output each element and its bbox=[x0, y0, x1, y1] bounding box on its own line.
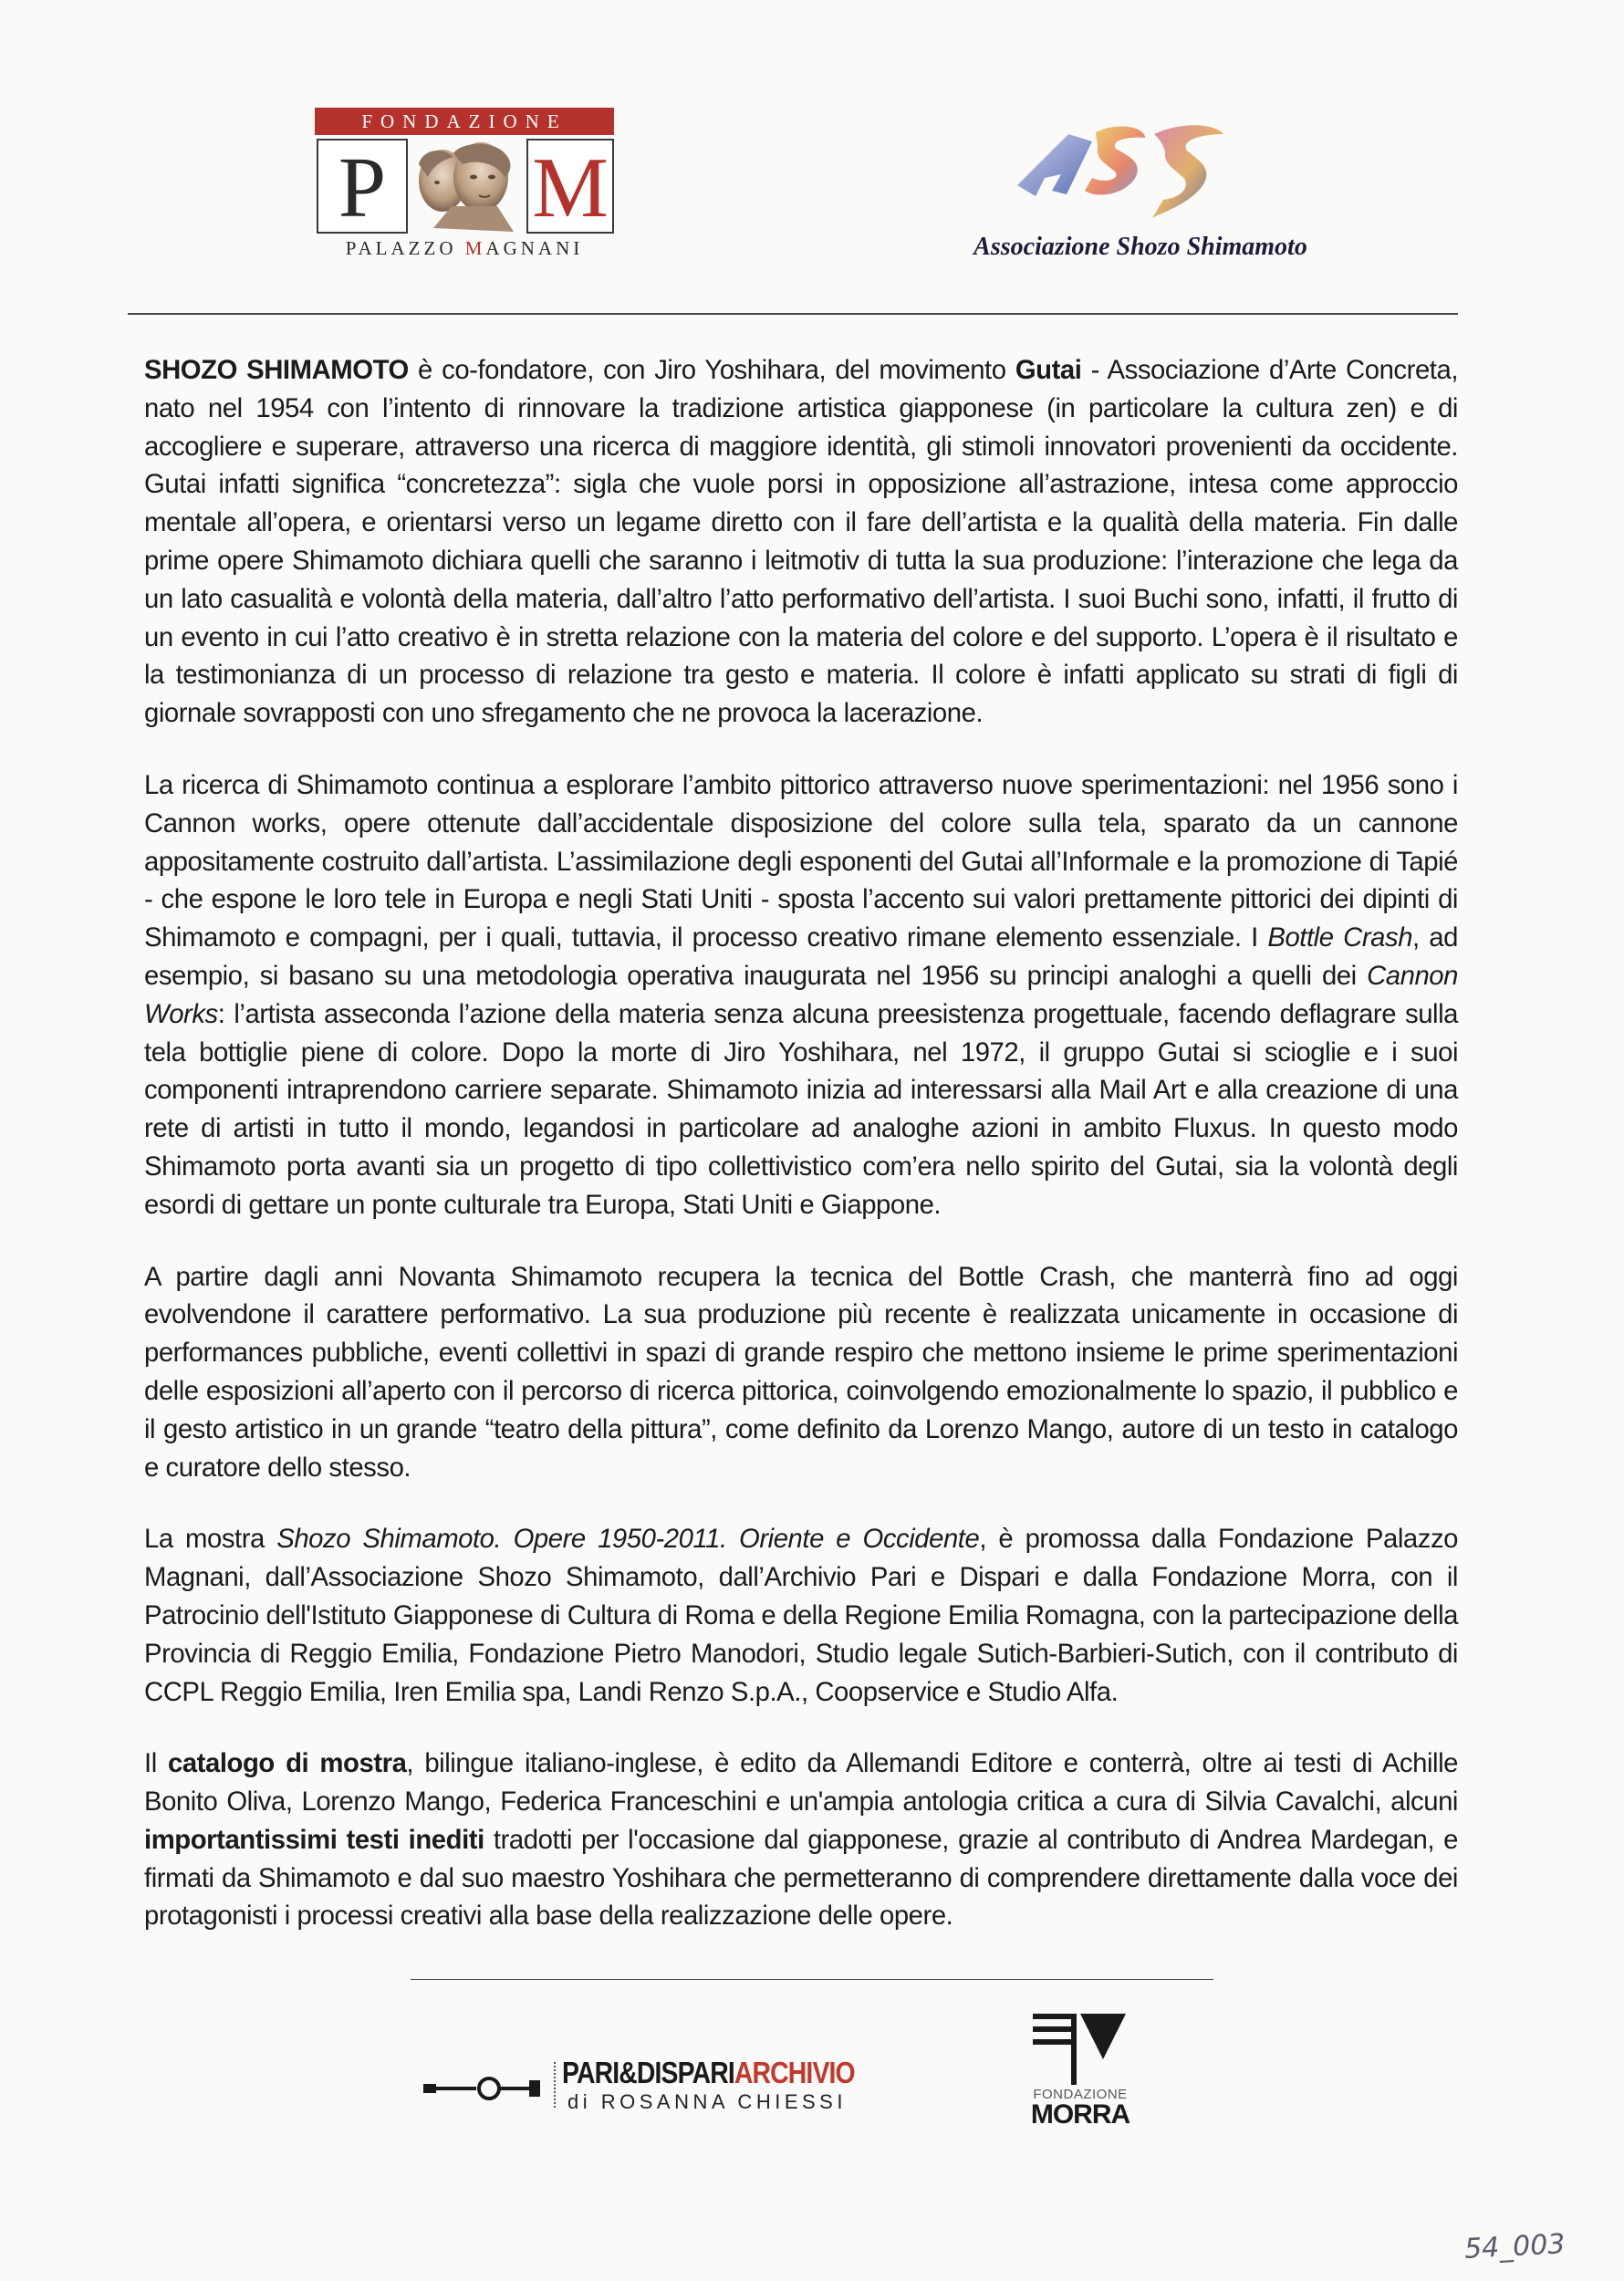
pm-logo-bottom-text bbox=[315, 237, 614, 260]
bottom-divider bbox=[411, 1979, 1213, 1980]
paragraph-4 bbox=[144, 1520, 1458, 1711]
artist-name-bold: SHOZO SHIMAMOTO bbox=[144, 355, 409, 385]
pd-logo-separator bbox=[554, 2062, 556, 2108]
pm-bottom-pre: PALAZZO bbox=[345, 237, 465, 259]
p5-text-1: Il bbox=[144, 1748, 168, 1779]
p2-text-2: , ad esempio, si basano su una metodologia operativa inaugurata nel 1956 su principi analoghi a quelli dei bbox=[144, 922, 1458, 991]
associazione-shozo-shimamoto-logo bbox=[912, 114, 1369, 269]
pd-title-red: ARCHIVIO bbox=[734, 2056, 855, 2089]
p2-text-3: : l’artista asseconda l’azione della materia senza alcuna preesistenza progettuale, facendo deflagrare sulla tela bottiglie piene di colore. Dopo la morte di Jiro Yoshihara, nel 1972, il gruppo Gutai si scioglie e i suoi componenti intraprendono carriere separate. Shimamoto inizia ad interessarsi alla Mail Art e alla creazione di una rete di artisti in tutto il mondo, legandosi in particolare ad analoghe azioni in ambito Fluxus. In questo modo Shimamoto porta avanti sia un progetto di tipo collettivistico com’era nello spirito del Gutai, sia la volontà degli esordi di gettare un ponte culturale tra Europa, Stati Uniti e Giappone. bbox=[144, 998, 1458, 1220]
top-divider bbox=[128, 313, 1458, 315]
archive-code-handwritten: 54_003 bbox=[1463, 2228, 1567, 2265]
p4-text-1: La mostra bbox=[144, 1524, 277, 1555]
p2-text-1: La ricerca di Shimamoto continua a esplorare l’ambito pittorico attraverso nuove sperimentazioni: nel 1956 sono i Cannon works, opere ottenute dall’accidentale disposizione del colore sulla tela, sparato da un cannone appositamente costruito dall’artista. L’assimilazione degli esponenti del Gutai all’Informale e la promozione di Tapié - che espone le loro tele in Europa e negli Stati Uniti - sposta l’accento sui valori prettamente pittorici dei dipinti di Shimamoto e compagni, per i quali, tuttavia, il processo creativo rimane elemento essenziale. I bbox=[144, 769, 1458, 953]
ass-3d-letters-icon bbox=[1008, 114, 1245, 233]
gutai-bold: Gutai bbox=[1015, 355, 1082, 385]
morra-big-text: MORRA bbox=[1030, 2099, 1130, 2130]
pm-bottom-post: AGNANI bbox=[485, 237, 584, 259]
p4-text-2: , è promossa dalla Fondazione Palazzo Magnani, dall’Associazione Shozo Shimamoto, dall’Archivio Pari e Dispari e dalla Fondazione Morra, con il Patrocinio dell'Istituto Giapponese di Cultura di Roma e della Regione Emilia Romagna, con la partecipazione della Provincia di Reggio Emilia, Fondazione Pietro Manodori, Studio legale Sutich-Barbieri-Sutich, con il contributo di CCPL Reggio Emilia, Iren Emilia spa, Landi Renzo S.p.A., Coopservice e Studio Alfa. bbox=[144, 1524, 1458, 1707]
pd-logo-title bbox=[562, 2055, 855, 2091]
press-release-body bbox=[144, 351, 1458, 1969]
paragraph-5 bbox=[144, 1745, 1458, 1935]
paragraph-1 bbox=[144, 351, 1458, 733]
pm-logo-m-box bbox=[526, 139, 614, 234]
key-icon bbox=[422, 2073, 549, 2100]
unpublished-texts-bold: importantissimi testi inediti bbox=[144, 1824, 484, 1855]
cannon-works-italic: Cannon Works bbox=[144, 960, 1458, 1029]
pm-logo-top-banner: FONDAZIONE bbox=[315, 108, 614, 135]
bottle-crash-italic: Bottle Crash bbox=[1267, 922, 1413, 953]
ass-name-text: Associazione Shozo Shimamoto bbox=[973, 233, 1307, 261]
paragraph-2 bbox=[144, 766, 1458, 1224]
pm-logo-letter-p: P bbox=[338, 141, 387, 235]
paragraph-3 bbox=[144, 1258, 1458, 1487]
p1-text-2: - Associazione d’Arte Concreta, nato nel 1954 con l’intento di rinnovare la tradizione artistica giapponese (in particolare la cultura zen) e di accogliere e superare, attraverso una ricerca di maggiore identità, gli stimoli innovatori provenienti da occidente. Gutai infatti significa “concretezza”: sigla che vuole porsi in opposizione all’astrazione, intesa come approccio mentale all’opera, e orientarsi verso un legame diretto con il fare dell’artista e la qualità della materia. Fin dalle prime opere Shimamoto dichiara quelli che saranno i leitmotiv di tutta la sua produzione: l’interazione che lega da un lato casualità e volontà della materia, dall’altro l’atto performativo dell’artista. I suoi Buchi sono, infatti, il frutto di un evento in cui l’atto creativo è in stretta relazione con la materia del colore e del supporto. L’opera è il risultato e la testimonianza di un processo di relazione tra gesto e materia. Il colore è infatti applicato su strati di figli di giornale sovrapposti con uno sfregamento che ne provoca la lacerazione. bbox=[144, 355, 1459, 729]
fondazione-morra-logo bbox=[1022, 2012, 1140, 2130]
p1-text-1: è co-fondatore, con Jiro Yoshihara, del movimento bbox=[408, 355, 1015, 385]
pm-bottom-m: M bbox=[464, 237, 486, 259]
pm-logo-letter-m: M bbox=[532, 141, 609, 235]
morra-small-text: FONDAZIONE bbox=[1033, 2087, 1128, 2102]
sculpted-heads-icon bbox=[406, 137, 525, 234]
p3-text-1: A partire dagli anni Novanta Shimamoto recupera la tecnica del Bottle Crash, che manterrà fino ad oggi evolvendone il carattere performativo. La sua produzione più recente è realizzata unicamente in occasione di performances pubbliche, eventi collettivi in spazi di grande respiro che mettono insieme le prime sperimentazioni delle esposizioni all’aperto con il percorso di ricerca pittorica, coinvolgendo emozionalmente lo spazio, il pubblico e il gesto artistico in un grande “teatro della pittura”, come definito da Lorenzo Mango, autore di un testo in catalogo e curatore dello stesso. bbox=[144, 1261, 1458, 1483]
catalog-bold: catalogo di mostra bbox=[167, 1748, 407, 1779]
p5-text-2: , bilingue italiano-inglese, è edito da Allemandi Editore e conterrà, oltre ai testi di Achille Bonito Oliva, Lorenzo Mango, Federica Franceschini e un'ampia antologia critica a cura di Silvia Cavalchi, alcuni bbox=[144, 1748, 1458, 1818]
pd-title-black: PARI&DISPARI bbox=[562, 2056, 734, 2089]
pd-logo-subtitle: di ROSANNA CHIESSI bbox=[567, 2090, 847, 2113]
p5-text-3: tradotti per l'occasione dal giapponese, grazie al contributo di Andrea Mardegan, e firmati da Shimamoto e dal suo maestro Yoshihara che permetteranno di comprendere direttamente dalla voce dei protagonisti i processi creativi alla base della realizzazione delle opere. bbox=[144, 1824, 1458, 1932]
morra-fm-mark-icon bbox=[1029, 2012, 1130, 2087]
fondazione-palazzo-magnani-logo bbox=[315, 108, 614, 267]
pm-logo-p-box bbox=[317, 139, 408, 234]
exhibition-title-italic: Shozo Shimamoto. Opere 1950-2011. Oriente e Occidente bbox=[276, 1524, 980, 1555]
pari-dispari-archivio-logo bbox=[422, 2055, 914, 2128]
